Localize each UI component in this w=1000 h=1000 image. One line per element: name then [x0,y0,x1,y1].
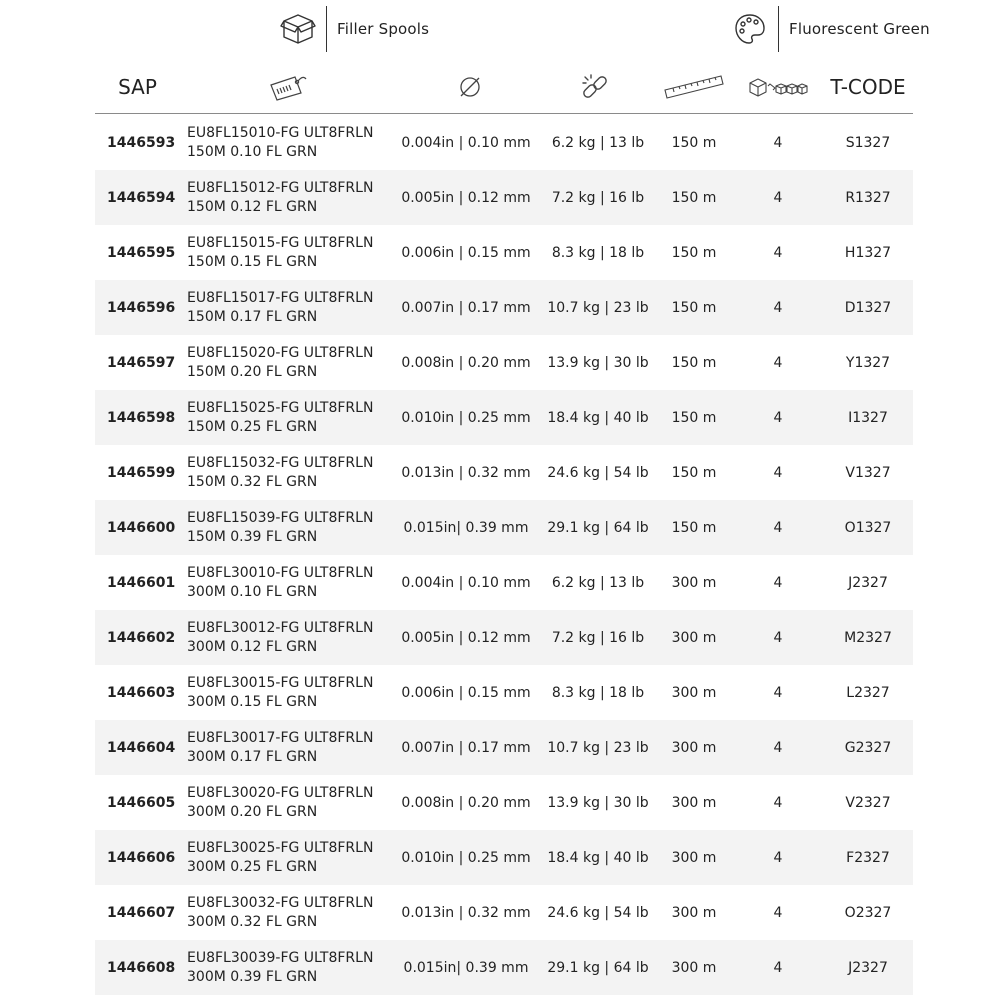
description-line-1: EU8FL15020-FG ULT8FRLN [187,344,374,361]
quantity-cell: 4 [773,904,783,921]
tcode-cell: R1327 [845,189,891,206]
length-cell: 150 m [671,519,717,536]
description-cell [187,225,397,280]
description-line-2: 150M 0.32 FL GRN [187,473,318,490]
description-line-2: 150M 0.25 FL GRN [187,418,318,435]
description-line-1: EU8FL30010-FG ULT8FRLN [187,564,374,581]
description-line-2: 150M 0.12 FL GRN [187,198,318,215]
spool-type-label: Filler Spools [337,20,430,38]
spool-type-badge [278,6,429,52]
description-cell [187,720,397,775]
description-line-1: EU8FL15017-FG ULT8FRLN [187,289,374,306]
length-cell: 300 m [671,739,717,756]
tcode-cell: G2327 [844,739,892,756]
sap-cell: 1446596 [107,299,176,316]
diameter-icon [450,62,490,112]
table-row [95,335,913,390]
quantity-cell: 4 [773,464,783,481]
quantity-cell: 4 [773,959,783,976]
length-cell: 150 m [671,464,717,481]
tcode-cell: D1327 [844,299,892,316]
diameter-cell: 0.013in | 0.32 mm [401,464,531,481]
description-line-1: EU8FL30039-FG ULT8FRLN [187,949,374,966]
description-line-1: EU8FL30015-FG ULT8FRLN [187,674,374,691]
quantity-cell: 4 [773,684,783,701]
header-tcode: T-CODE [830,75,906,99]
description-line-1: EU8FL15015-FG ULT8FRLN [187,234,374,251]
description-cell [187,115,397,170]
length-cell: 150 m [671,134,717,151]
diameter-cell: 0.010in | 0.25 mm [401,409,531,426]
description-line-1: EU8FL30032-FG ULT8FRLN [187,894,374,911]
diameter-cell: 0.015in| 0.39 mm [403,959,529,976]
quantity-cell: 4 [773,409,783,426]
table-row [95,115,913,170]
description-line-2: 300M 0.12 FL GRN [187,638,318,655]
sap-cell: 1446604 [107,739,176,756]
description-line-1: EU8FL15039-FG ULT8FRLN [187,509,374,526]
description-cell [187,555,397,610]
length-cell: 150 m [671,189,717,206]
quantity-cell: 4 [773,299,783,316]
table-row [95,720,913,775]
length-cell: 300 m [671,849,717,866]
diameter-cell: 0.004in | 0.10 mm [401,134,531,151]
sap-cell: 1446600 [107,519,176,536]
description-line-2: 300M 0.17 FL GRN [187,748,318,765]
description-line-2: 150M 0.10 FL GRN [187,143,318,160]
description-cell [187,335,397,390]
tcode-cell: O1327 [844,519,892,536]
table-row [95,885,913,940]
description-line-2: 300M 0.39 FL GRN [187,968,318,985]
description-cell [187,775,397,830]
breaking-strength-cell: 10.7 kg | 23 lb [547,739,649,756]
breaking-strength-cell: 24.6 kg | 54 lb [547,904,649,921]
quantity-cell: 4 [773,189,783,206]
quantity-cell: 4 [773,849,783,866]
description-line-1: EU8FL30020-FG ULT8FRLN [187,784,374,801]
description-cell [187,390,397,445]
diameter-cell: 0.010in | 0.25 mm [401,849,531,866]
description-line-2: 300M 0.25 FL GRN [187,858,318,875]
breaking-strength-cell: 7.2 kg | 16 lb [551,189,645,206]
sap-cell: 1446593 [107,134,176,151]
quantity-cell: 4 [773,574,783,591]
length-cell: 150 m [671,409,717,426]
sap-cell: 1446601 [107,574,176,591]
tcode-cell: S1327 [845,134,891,151]
table-row [95,830,913,885]
color-label: Fluorescent Green [789,20,930,38]
length-cell: 300 m [671,629,717,646]
diameter-cell: 0.005in | 0.12 mm [401,629,531,646]
description-line-1: EU8FL15012-FG ULT8FRLN [187,179,374,196]
breaking-strength-cell: 6.2 kg | 13 lb [551,574,645,591]
description-line-2: 300M 0.20 FL GRN [187,803,318,820]
table-row [95,665,913,720]
palette-icon [730,9,770,49]
length-cell: 300 m [671,904,717,921]
description-line-1: EU8FL15032-FG ULT8FRLN [187,454,374,471]
table-row [95,170,913,225]
diameter-cell: 0.013in | 0.32 mm [401,904,531,921]
description-cell [187,830,397,885]
tcode-cell: F2327 [846,849,890,866]
quantity-cell: 4 [773,629,783,646]
badge-divider [326,6,327,52]
box-icon [278,9,318,49]
length-cell: 300 m [671,959,717,976]
sap-cell: 1446599 [107,464,176,481]
sap-cell: 1446606 [107,849,176,866]
table-header [95,62,913,112]
length-cell: 150 m [671,244,717,261]
description-cell [187,445,397,500]
sap-cell: 1446594 [107,189,176,206]
sap-cell: 1446603 [107,684,176,701]
tcode-cell: L2327 [846,684,890,701]
color-badge [730,6,930,52]
boxes-icon [745,62,811,112]
tcode-cell: J2327 [848,959,888,976]
breaking-strength-cell: 7.2 kg | 16 lb [551,629,645,646]
description-line-1: EU8FL15025-FG ULT8FRLN [187,399,374,416]
tcode-cell: M2327 [844,629,892,646]
diameter-cell: 0.007in | 0.17 mm [401,299,531,316]
header-sap: SAP [118,75,157,99]
breaking-strength-cell: 29.1 kg | 64 lb [547,519,649,536]
sap-cell: 1446602 [107,629,176,646]
chain-link-icon [575,62,615,112]
diameter-cell: 0.006in | 0.15 mm [401,244,531,261]
table-row [95,445,913,500]
diameter-cell: 0.008in | 0.20 mm [401,794,531,811]
tcode-cell: H1327 [844,244,892,261]
breaking-strength-cell: 29.1 kg | 64 lb [547,959,649,976]
description-line-2: 150M 0.20 FL GRN [187,363,318,380]
table-row [95,775,913,830]
quantity-cell: 4 [773,354,783,371]
ruler-icon [661,62,727,112]
table-row [95,610,913,665]
quantity-cell: 4 [773,244,783,261]
quantity-cell: 4 [773,794,783,811]
breaking-strength-cell: 8.3 kg | 18 lb [551,244,645,261]
length-cell: 150 m [671,354,717,371]
breaking-strength-cell: 18.4 kg | 40 lb [547,849,649,866]
length-cell: 150 m [671,299,717,316]
description-line-1: EU8FL30025-FG ULT8FRLN [187,839,374,856]
breaking-strength-cell: 13.9 kg | 30 lb [547,354,649,371]
diameter-cell: 0.005in | 0.12 mm [401,189,531,206]
breaking-strength-cell: 6.2 kg | 13 lb [551,134,645,151]
sap-cell: 1446607 [107,904,176,921]
breaking-strength-cell: 18.4 kg | 40 lb [547,409,649,426]
header-divider [95,113,913,114]
quantity-cell: 4 [773,134,783,151]
quantity-cell: 4 [773,739,783,756]
quantity-cell: 4 [773,519,783,536]
description-cell [187,940,397,995]
table-row [95,280,913,335]
product-table [95,115,913,995]
description-cell [187,500,397,555]
description-line-2: 150M 0.15 FL GRN [187,253,318,270]
length-cell: 300 m [671,574,717,591]
tcode-cell: J2327 [848,574,888,591]
breaking-strength-cell: 8.3 kg | 18 lb [551,684,645,701]
tcode-cell: Y1327 [845,354,891,371]
table-row [95,500,913,555]
sap-cell: 1446605 [107,794,176,811]
table-row [95,225,913,280]
description-line-2: 300M 0.10 FL GRN [187,583,318,600]
description-cell [187,665,397,720]
description-line-1: EU8FL30012-FG ULT8FRLN [187,619,374,636]
length-cell: 300 m [671,684,717,701]
sap-cell: 1446597 [107,354,176,371]
sap-cell: 1446598 [107,409,176,426]
breaking-strength-cell: 10.7 kg | 23 lb [547,299,649,316]
diameter-cell: 0.008in | 0.20 mm [401,354,531,371]
sap-cell: 1446595 [107,244,176,261]
description-cell [187,280,397,335]
badge-divider [778,6,779,52]
description-line-2: 150M 0.39 FL GRN [187,528,318,545]
diameter-cell: 0.006in | 0.15 mm [401,684,531,701]
length-cell: 300 m [671,794,717,811]
sap-cell: 1446608 [107,959,176,976]
description-cell [187,885,397,940]
description-line-1: EU8FL15010-FG ULT8FRLN [187,124,374,141]
table-row [95,555,913,610]
diameter-cell: 0.004in | 0.10 mm [401,574,531,591]
diameter-cell: 0.007in | 0.17 mm [401,739,531,756]
tcode-cell: V2327 [845,794,891,811]
table-row [95,390,913,445]
description-cell [187,170,397,225]
table-row [95,940,913,995]
description-cell [187,610,397,665]
breaking-strength-cell: 24.6 kg | 54 lb [547,464,649,481]
tcode-cell: I1327 [848,409,888,426]
breaking-strength-cell: 13.9 kg | 30 lb [547,794,649,811]
tag-icon [263,62,313,112]
description-line-2: 300M 0.15 FL GRN [187,693,318,710]
diameter-cell: 0.015in| 0.39 mm [403,519,529,536]
tcode-cell: V1327 [845,464,891,481]
tcode-cell: O2327 [844,904,892,921]
description-line-2: 150M 0.17 FL GRN [187,308,318,325]
description-line-2: 300M 0.32 FL GRN [187,913,318,930]
description-line-1: EU8FL30017-FG ULT8FRLN [187,729,374,746]
